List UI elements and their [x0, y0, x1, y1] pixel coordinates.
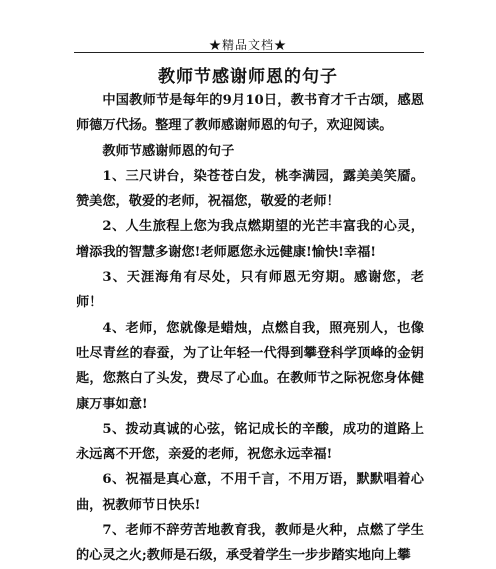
document-body — [76, 88, 424, 569]
quote-paragraph: 4、老师，您就像是蜡烛，点燃自我，照亮别人，也像吐尽青丝的春蚕，为了让年轻一代得到攀登科学顶峰的金钥匙，您熬白了头发，费尽了心血。在教师节之际祝您身体健康万事如意! — [76, 320, 424, 412]
section-heading: 教师节感谢师恩的句子 — [102, 143, 235, 159]
header-label: ★精品文档★ — [208, 38, 287, 52]
quote-paragraph: 5、拨动真诚的心弦，铭记成长的辛酸，成功的道路上永远离不开您，亲爱的老师，祝您永远幸福! — [76, 421, 424, 463]
quote-paragraph: 2、人生旅程上您为我点燃期望的光芒丰富我的心灵，增添我的智慧多谢您!老师愿您永远健康!愉快!幸福! — [76, 219, 424, 260]
quote-paragraph: 6、祝福是真心意，不用千言，不用万语，默默唱着心曲，祝教师节日快乐! — [76, 472, 424, 513]
quote-paragraph: 7、老师不辞劳苦地教育我，教师是火种，点燃了学生的心灵之火;教师是石级，承受着学生一步步踏实地向上攀 — [76, 523, 424, 564]
header-divider — [74, 52, 424, 53]
intro-paragraph: 中国教师节是每年的9月10日，教书育才千古颂，感恩师德万代扬。整理了教师感谢师恩的句子，欢迎阅读。 — [76, 93, 424, 134]
quote-paragraph: 1、三尺讲台，染苍苍白发，桃李满园，露美美笑靥。赞美您，敬爱的老师，祝福您，敬爱的老师！ — [76, 168, 424, 210]
quote-paragraph: 3、天涯海角有尽处，只有师恩无穷期。感谢您，老师！ — [76, 270, 424, 311]
document-title: 教师节感谢师恩的句子 — [158, 67, 338, 87]
